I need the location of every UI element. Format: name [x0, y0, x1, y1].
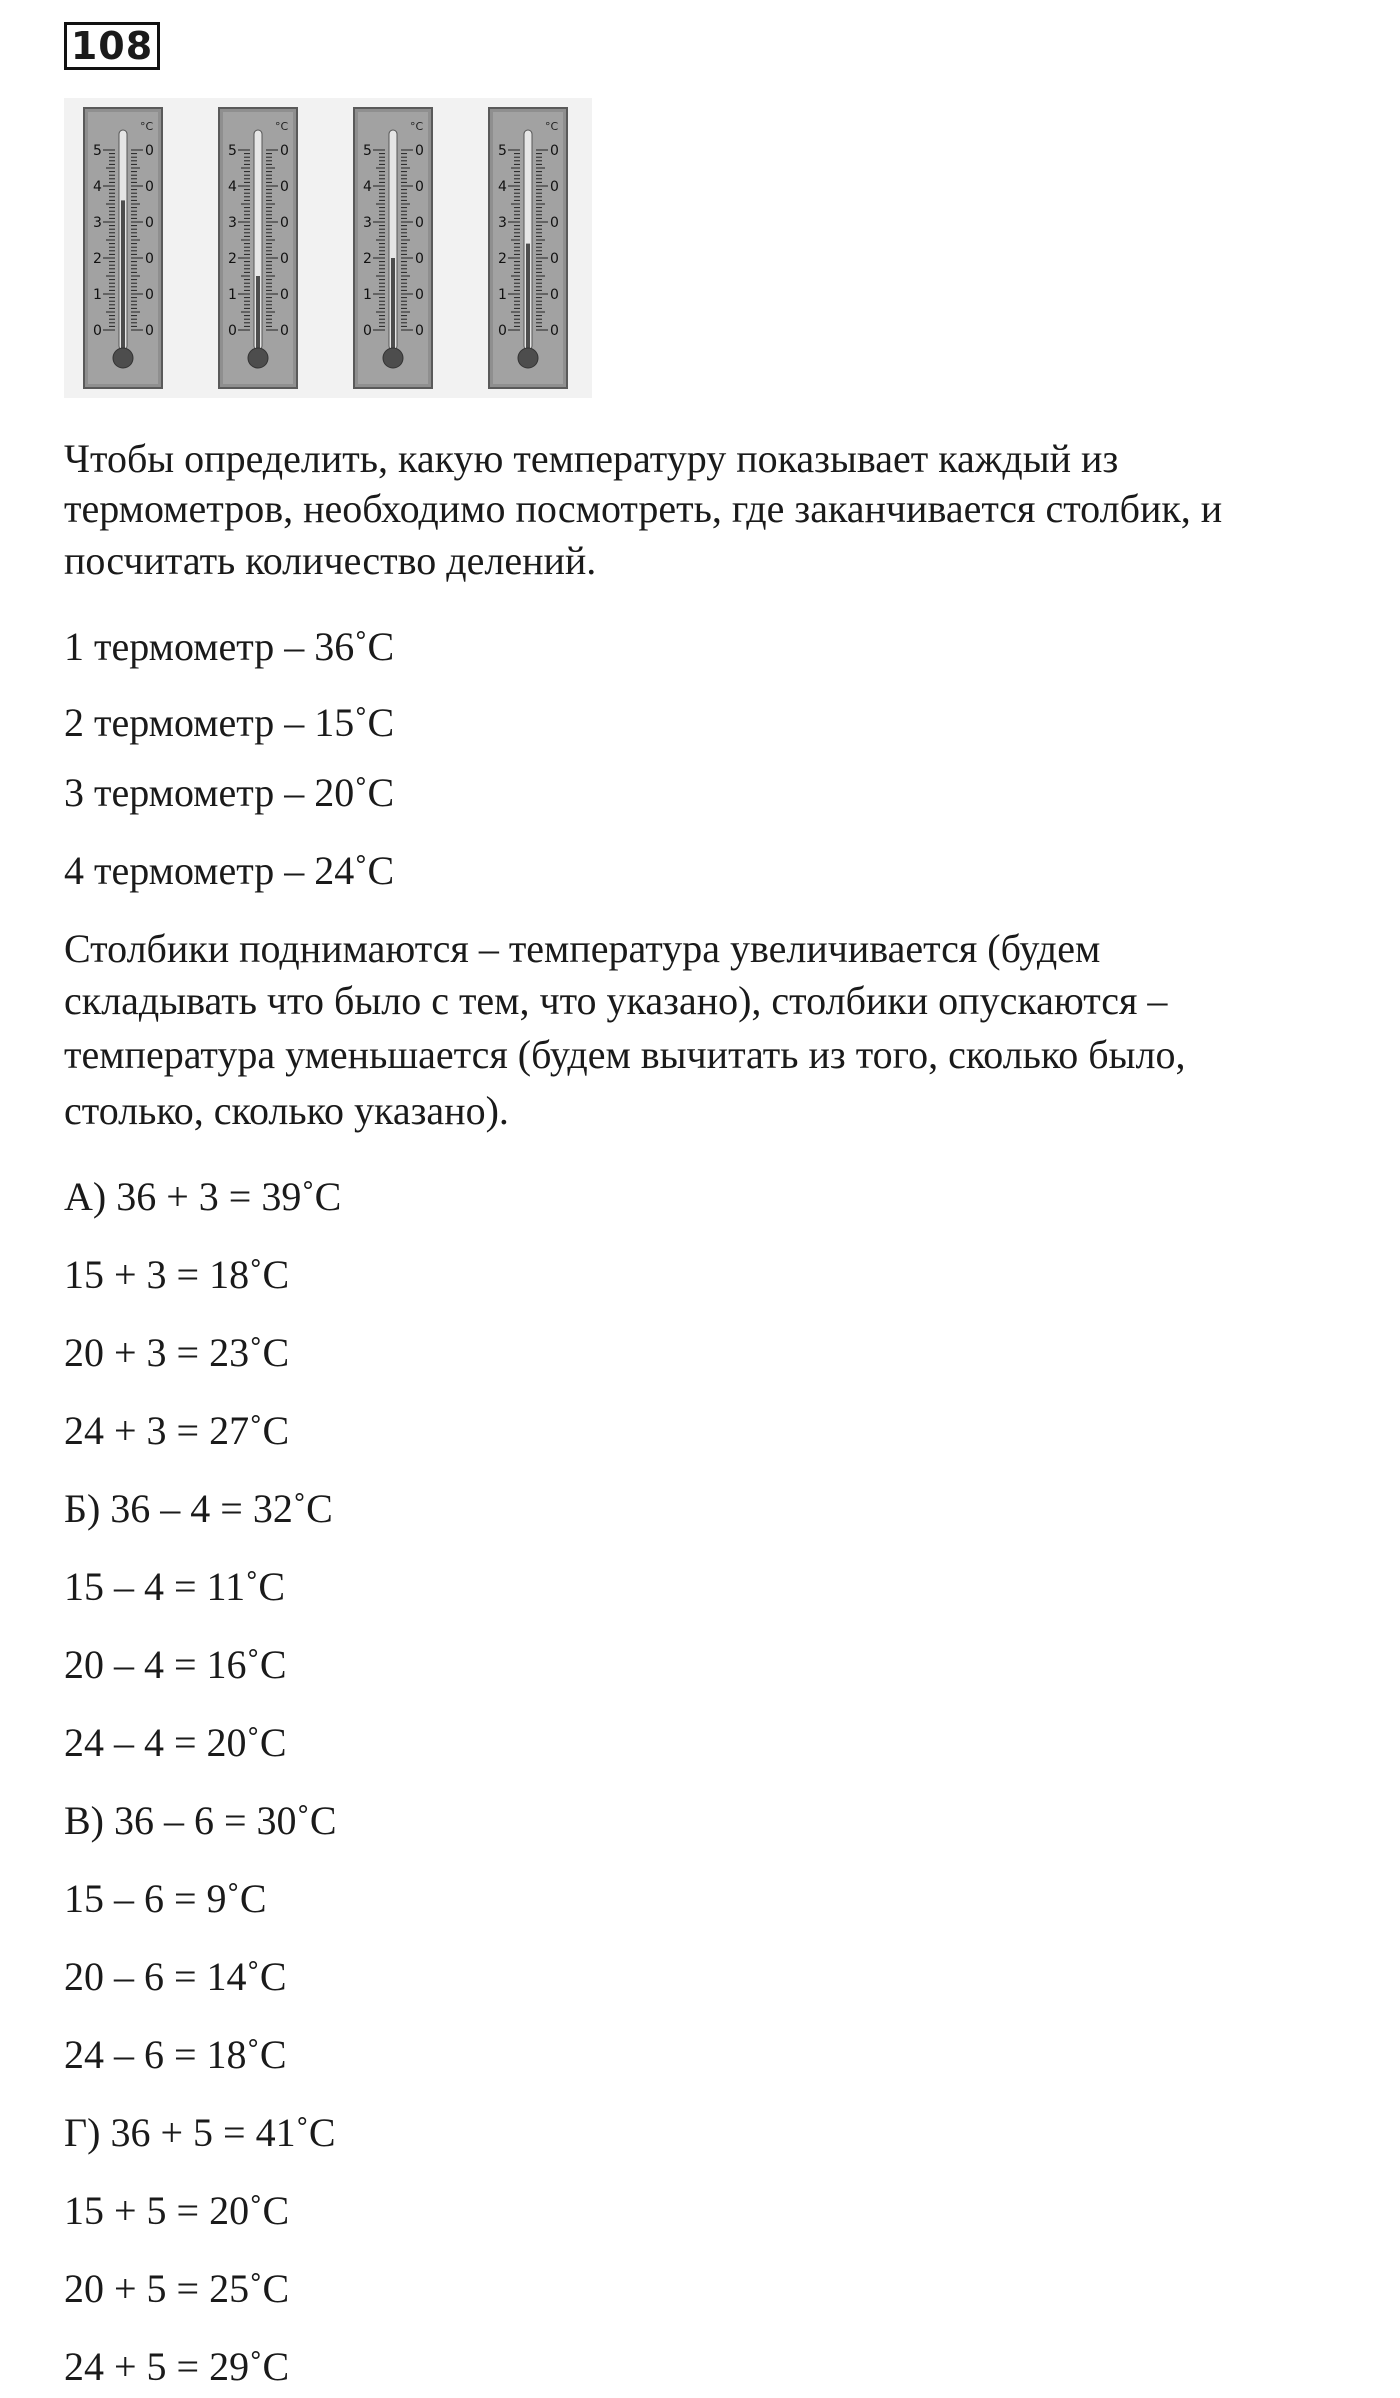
thermometer-scale-label: 0: [415, 215, 424, 231]
answer-line-16: 24 + 5 = 29˚С: [64, 2344, 290, 2389]
thermometer-scale-label: 0: [415, 143, 424, 159]
rule-line-2: складывать что было с тем, что указано), столбики опускаются –: [64, 978, 1168, 1023]
thermometer-scale-label: 0: [145, 287, 154, 303]
reading-line-4: 4 термометр – 24˚С: [64, 848, 395, 893]
answer-line-11: 20 – 6 = 14˚С: [64, 1954, 287, 1999]
intro-line-3: посчитать количество делений.: [64, 538, 597, 583]
thermometer-1: [84, 108, 162, 388]
answer-line-14: 15 + 5 = 20˚С: [64, 2188, 290, 2233]
thermometer-bulb: [518, 348, 538, 368]
thermometer-scale-label: 0: [550, 323, 559, 339]
thermometer-scale-label: 0: [145, 323, 154, 339]
reading-line-1: 1 термометр – 36˚С: [64, 624, 395, 669]
thermometer-scale-label: 3: [228, 215, 237, 231]
answer-line-9: В) 36 – 6 = 30˚С: [64, 1798, 337, 1843]
thermometer-scale-label: 1: [93, 287, 102, 303]
answer-line-7: 20 – 4 = 16˚С: [64, 1642, 287, 1687]
answer-line-12: 24 – 6 = 18˚С: [64, 2032, 287, 2077]
thermometer-unit-label: °C: [140, 120, 154, 133]
thermometer-scale-label: 4: [498, 179, 507, 195]
thermometer-scale-label: 2: [498, 251, 507, 267]
thermometer-3: [354, 108, 432, 388]
thermometer-scale-label: 0: [280, 215, 289, 231]
thermometer-scale-label: 0: [550, 287, 559, 303]
thermometer-scale-label: 0: [280, 287, 289, 303]
thermometer-scale-label: 0: [93, 323, 102, 339]
thermometer-scale-label: 2: [228, 251, 237, 267]
task-number-box: 108: [64, 22, 160, 70]
thermometer-scale-label: 0: [145, 143, 154, 159]
reading-line-2: 2 термометр – 15˚С: [64, 700, 395, 745]
thermometer-unit-label: °C: [545, 120, 559, 133]
thermometer-scale-label: 0: [145, 179, 154, 195]
thermometer-scale-label: 0: [415, 251, 424, 267]
thermometer-scale-label: 0: [145, 215, 154, 231]
intro-line-1: Чтобы определить, какую температуру показывает каждый из: [64, 436, 1119, 481]
thermometer-scale-label: 0: [415, 287, 424, 303]
thermometer-column: [391, 258, 395, 350]
thermometers-illustration: [64, 98, 592, 398]
thermometer-scale-label: 0: [280, 179, 289, 195]
thermometer-scale-label: 4: [228, 179, 237, 195]
thermometer-bulb: [113, 348, 133, 368]
thermometer-scale-label: 0: [280, 323, 289, 339]
answer-line-10: 15 – 6 = 9˚С: [64, 1876, 267, 1921]
thermometer-unit-label: °C: [275, 120, 289, 133]
answer-line-4: 24 + 3 = 27˚С: [64, 1408, 290, 1453]
thermometer-scale-label: 3: [498, 215, 507, 231]
thermometer-scale-label: 0: [145, 251, 154, 267]
thermometer-scale-label: 0: [550, 143, 559, 159]
thermometer-scale-label: 0: [280, 251, 289, 267]
thermometers-image: [64, 98, 592, 398]
thermometer-scale-label: 1: [363, 287, 372, 303]
thermometer-scale-label: 0: [415, 323, 424, 339]
answer-line-1: А) 36 + 3 = 39˚С: [64, 1174, 342, 1219]
thermometer-scale-label: 0: [498, 323, 507, 339]
answer-line-3: 20 + 3 = 23˚С: [64, 1330, 290, 1375]
answer-line-2: 15 + 3 = 18˚С: [64, 1252, 290, 1297]
thermometer-scale-label: 1: [498, 287, 507, 303]
rule-line-1: Столбики поднимаются – температура увеличивается (будем: [64, 926, 1101, 971]
thermometer-2: [219, 108, 297, 388]
thermometer-scale-label: 5: [228, 143, 237, 159]
thermometer-scale-label: 0: [363, 323, 372, 339]
thermometer-scale-label: 0: [280, 143, 289, 159]
thermometer-scale-label: 0: [550, 215, 559, 231]
thermometer-scale-label: 2: [363, 251, 372, 267]
thermometer-column: [256, 276, 260, 350]
thermometer-scale-label: 0: [415, 179, 424, 195]
thermometer-scale-label: 4: [93, 179, 102, 195]
thermometer-scale-label: 0: [228, 323, 237, 339]
thermometer-bulb: [248, 348, 268, 368]
thermometer-column: [526, 244, 530, 350]
thermometer-scale-label: 5: [93, 143, 102, 159]
rule-line-4: столько, сколько указано).: [64, 1088, 509, 1133]
thermometer-bulb: [383, 348, 403, 368]
thermometer-scale-label: 3: [363, 215, 372, 231]
answer-line-5: Б) 36 – 4 = 32˚С: [64, 1486, 333, 1531]
thermometer-unit-label: °C: [410, 120, 424, 133]
thermometer-scale-label: 4: [363, 179, 372, 195]
answer-line-13: Г) 36 + 5 = 41˚С: [64, 2110, 336, 2155]
intro-line-2: термометров, необходимо посмотреть, где заканчивается столбик, и: [64, 486, 1223, 531]
thermometer-column: [121, 200, 125, 350]
answer-line-15: 20 + 5 = 25˚С: [64, 2266, 290, 2311]
thermometer-scale-label: 5: [498, 143, 507, 159]
answer-line-8: 24 – 4 = 20˚С: [64, 1720, 287, 1765]
thermometer-scale-label: 3: [93, 215, 102, 231]
thermometer-scale-label: 0: [550, 179, 559, 195]
answer-line-6: 15 – 4 = 11˚С: [64, 1564, 286, 1609]
thermometer-4: [489, 108, 567, 388]
reading-line-3: 3 термометр – 20˚С: [64, 770, 395, 815]
rule-line-3: температура уменьшается (будем вычитать из того, сколько было,: [64, 1032, 1186, 1077]
thermometer-scale-label: 5: [363, 143, 372, 159]
thermometer-scale-label: 0: [550, 251, 559, 267]
thermometer-scale-label: 2: [93, 251, 102, 267]
thermometer-scale-label: 1: [228, 287, 237, 303]
